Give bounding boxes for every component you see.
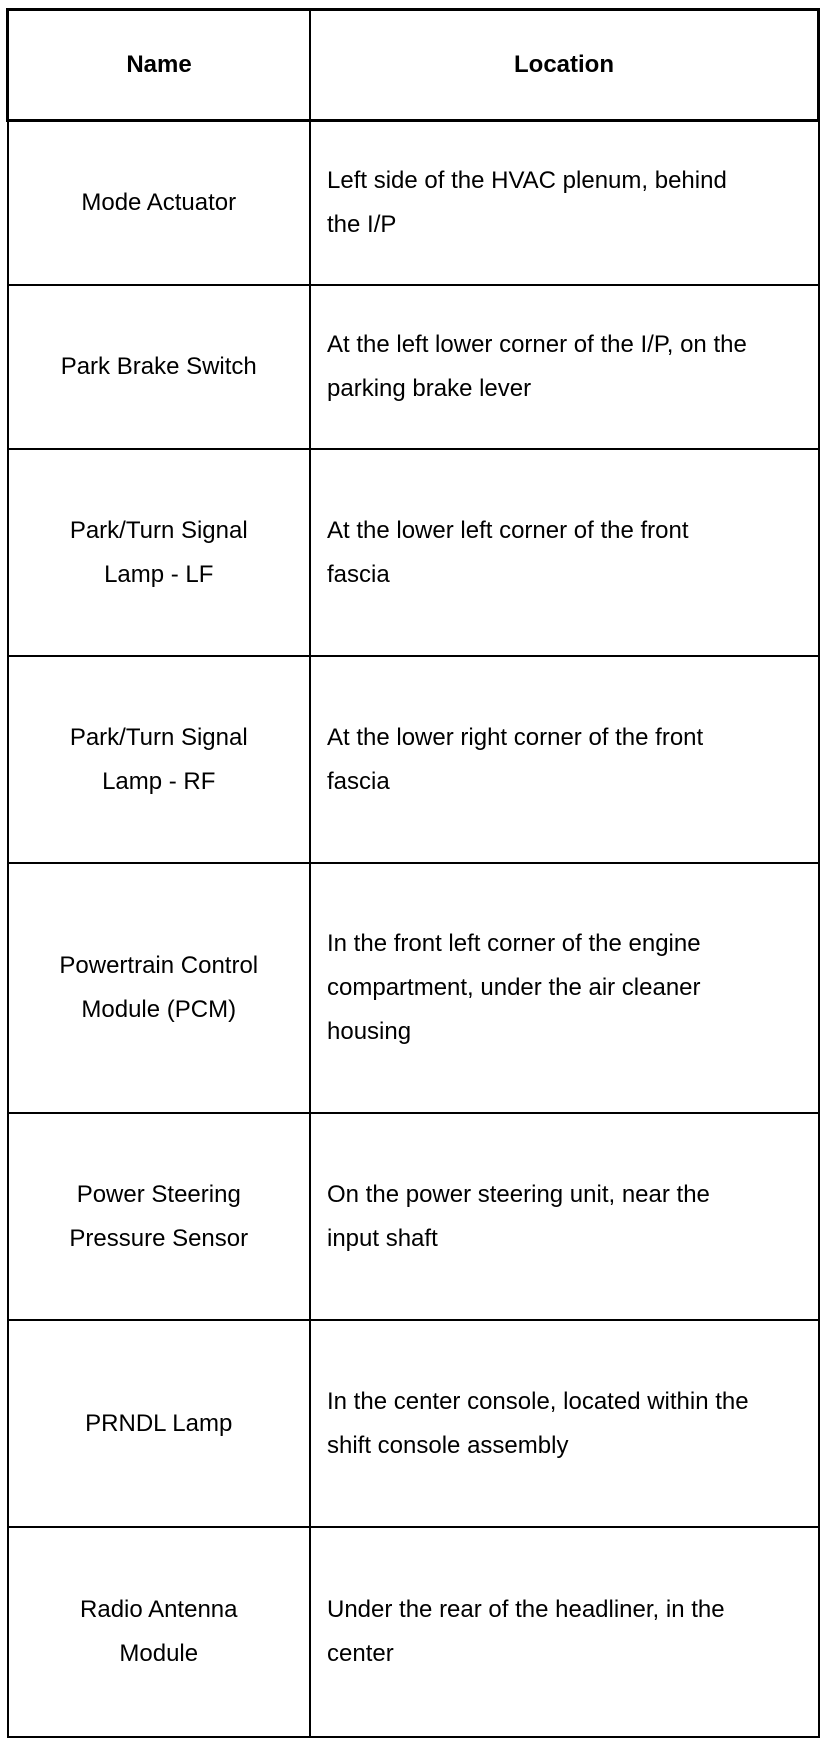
table-row: [8, 449, 819, 656]
table-row: [8, 1113, 819, 1320]
cell-name: Powertrain Control Module (PCM): [8, 863, 311, 1113]
cell-location: In the center console, located within the shift console assembly: [310, 1320, 819, 1527]
cell-name: [8, 1527, 311, 1737]
cell-location: Under the rear of the headliner, in the center: [310, 1527, 819, 1737]
table-header-row: [8, 10, 819, 121]
cell-location: At the left lower corner of the I/P, on the parking brake lever: [310, 285, 819, 449]
header-name: Name: [8, 10, 311, 121]
header-location: Location: [310, 10, 819, 121]
cell-name-text: Park/Turn Signal Lamp - LF: [69, 516, 248, 588]
table-row: [8, 863, 819, 1113]
cell-name: [8, 449, 311, 656]
table-row: [8, 1527, 819, 1737]
cell-name: Park Brake Switch: [8, 285, 311, 449]
cell-name-text: Power Steering Pressure Sensor: [69, 1180, 249, 1252]
component-location-table: [6, 8, 820, 1738]
cell-name: [8, 1113, 311, 1320]
table-row: [8, 1320, 819, 1527]
cell-location: At the lower right corner of the front fascia: [310, 656, 819, 863]
cell-location: In the front left corner of the engine compartment, under the air cleaner housing: [310, 863, 819, 1113]
cell-name: Mode Actuator: [8, 121, 311, 286]
cell-name: PRNDL Lamp: [8, 1320, 311, 1527]
cell-location: On the power steering unit, near the input shaft: [310, 1113, 819, 1320]
cell-name-text: Radio Antenna Module: [80, 1596, 238, 1667]
table-row: [8, 285, 819, 449]
table-row: [8, 121, 819, 286]
cell-location: At the lower left corner of the front fascia: [310, 449, 819, 656]
cell-location: Left side of the HVAC plenum, behind the I/P: [310, 121, 819, 286]
cell-name-text: Park/Turn Signal Lamp - RF: [69, 723, 248, 795]
cell-name: [8, 656, 311, 863]
table-row: [8, 656, 819, 863]
